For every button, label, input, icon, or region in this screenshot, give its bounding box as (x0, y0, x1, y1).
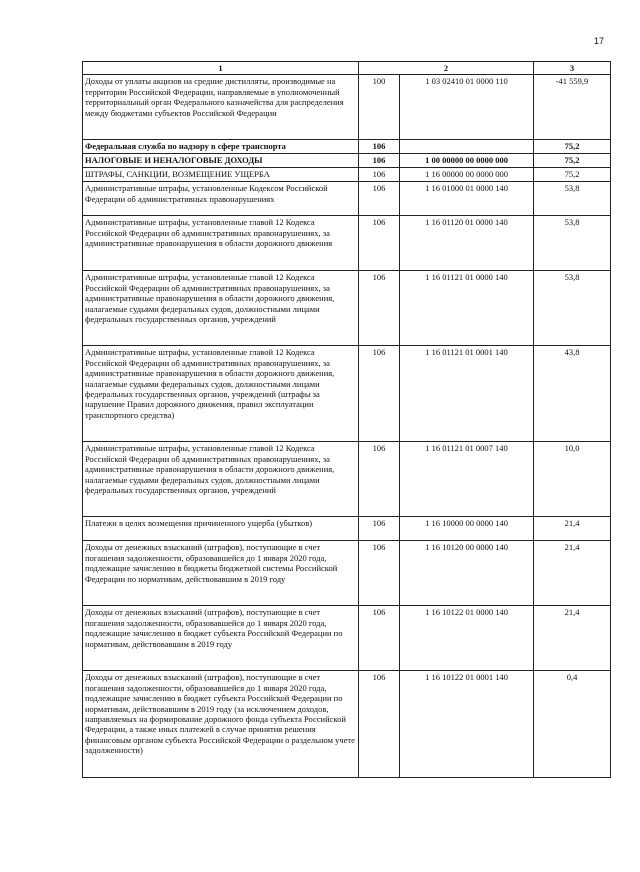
column-header-1: 1 (83, 62, 359, 75)
row-description: Административные штрафы, установленные Кодексом Российской Федерации об административных правонарушениях (83, 182, 359, 216)
column-header-3: 3 (534, 62, 611, 75)
row-description: Доходы от уплаты акцизов на средние дистилляты, производимые на территории Российской Федерации, направляемые в уполномоченный территориальный орган Федерального казначейства для распределения между бюджетами субъектов Российской Федерации (83, 75, 359, 140)
row-admin-code: 106 (359, 517, 400, 541)
row-amount: 21,4 (534, 541, 611, 606)
row-amount: 10,0 (534, 442, 611, 517)
table-row (83, 671, 611, 778)
row-budget-code: 1 16 10122 01 0000 140 (400, 606, 534, 671)
row-description: Административные штрафы, установленные главой 12 Кодекса Российской Федерации об административных правонарушениях, за административные правонарушения в области дорожного движения, налагаемые судьями федеральных судов, должностными лицами федеральных государственных органов, учреждений (83, 271, 359, 346)
table-row (83, 271, 611, 346)
row-budget-code: 1 16 01121 01 0007 140 (400, 442, 534, 517)
table-row (83, 75, 611, 140)
table-row (83, 541, 611, 606)
row-description: НАЛОГОВЫЕ И НЕНАЛОГОВЫЕ ДОХОДЫ (83, 154, 359, 168)
row-description: ШТРАФЫ, САНКЦИИ, ВОЗМЕЩЕНИЕ УЩЕРБА (83, 168, 359, 182)
row-admin-code: 106 (359, 541, 400, 606)
row-amount: 21,4 (534, 517, 611, 541)
row-amount: -41 559,9 (534, 75, 611, 140)
row-budget-code: 1 00 00000 00 0000 000 (400, 154, 534, 168)
row-description: Административные штрафы, установленные главой 12 Кодекса Российской Федерации об административных правонарушениях, за административные правонарушения в области дорожного движения (83, 216, 359, 271)
revenue-table (82, 61, 611, 778)
row-budget-code: 1 16 01121 01 0000 140 (400, 271, 534, 346)
row-description: Платежи в целях возмещения причиненного ущерба (убытков) (83, 517, 359, 541)
row-budget-code (400, 140, 534, 154)
page-number: 17 (594, 36, 605, 46)
row-budget-code: 1 16 10000 00 0000 140 (400, 517, 534, 541)
row-admin-code: 100 (359, 75, 400, 140)
table-row (83, 606, 611, 671)
row-admin-code: 106 (359, 182, 400, 216)
row-budget-code: 1 03 02410 01 0000 110 (400, 75, 534, 140)
table-row (83, 517, 611, 541)
row-admin-code: 106 (359, 154, 400, 168)
column-header-2: 2 (359, 62, 534, 75)
row-admin-code: 106 (359, 442, 400, 517)
row-admin-code: 106 (359, 140, 400, 154)
table-row (83, 140, 611, 154)
row-amount: 75,2 (534, 168, 611, 182)
row-admin-code: 106 (359, 271, 400, 346)
row-amount: 43,8 (534, 346, 611, 442)
row-description: Доходы от денежных взысканий (штрафов), поступающие в счет погашения задолженности, образовавшейся до 1 января 2020 года, подлежащие зачислению в бюджеты бюджетной системы Российской Федерации по нормативам, действовавшим в 2019 году (83, 541, 359, 606)
row-budget-code: 1 16 01120 01 0000 140 (400, 216, 534, 271)
row-amount: 53,8 (534, 182, 611, 216)
row-description: Административные штрафы, установленные главой 12 Кодекса Российской Федерации об административных правонарушениях, за административные правонарушения в области дорожного движения, налагаемые судьями федеральных судов, должностными лицами федеральных государственных органов, учреждений (83, 442, 359, 517)
row-budget-code: 1 16 01000 01 0000 140 (400, 182, 534, 216)
row-admin-code: 106 (359, 671, 400, 778)
table-row (83, 168, 611, 182)
row-amount: 75,2 (534, 140, 611, 154)
row-description: Доходы от денежных взысканий (штрафов), поступающие в счет погашения задолженности, образовавшейся до 1 января 2020 года, подлежащие зачислению в бюджет субъекта Российской Федерации по нормативам, действовавшим в 2019 году (83, 606, 359, 671)
row-amount: 21,4 (534, 606, 611, 671)
row-amount: 0,4 (534, 671, 611, 778)
table-header-row (83, 62, 611, 75)
row-budget-code: 1 16 00000 00 0000 000 (400, 168, 534, 182)
row-admin-code: 106 (359, 346, 400, 442)
row-budget-code: 1 16 10120 00 0000 140 (400, 541, 534, 606)
row-description: Доходы от денежных взысканий (штрафов), поступающие в счет погашения задолженности, образовавшейся до 1 января 2020 года, подлежащие зачислению в бюджет субъекта Российской Федерации по нормативам, действовавшим в 2019 году (за исключением доходов, направляемых на формирование дорожного фонда субъекта Российской Федерации, а также иных платежей в случае принятия решения финансовым органом субъекта Российской Федерации о раздельном учете задолженности) (83, 671, 359, 778)
row-amount: 53,8 (534, 216, 611, 271)
table-row (83, 216, 611, 271)
row-admin-code: 106 (359, 168, 400, 182)
row-amount: 53,8 (534, 271, 611, 346)
table-row (83, 442, 611, 517)
table-row (83, 154, 611, 168)
row-admin-code: 106 (359, 606, 400, 671)
row-description: Федеральная служба по надзору в сфере транспорта (83, 140, 359, 154)
row-description: Административные штрафы, установленные главой 12 Кодекса Российской Федерации об административных правонарушениях, за административные правонарушения в области дорожного движения, налагаемые судьями федеральных судов, должностными лицами федеральных государственных органов, учреждений (штрафы за нарушение Правил дорожного движения, правил эксплуатации транспортного средства) (83, 346, 359, 442)
row-admin-code: 106 (359, 216, 400, 271)
row-amount: 75,2 (534, 154, 611, 168)
table-row (83, 346, 611, 442)
row-budget-code: 1 16 01121 01 0001 140 (400, 346, 534, 442)
row-budget-code: 1 16 10122 01 0001 140 (400, 671, 534, 778)
table-row (83, 182, 611, 216)
